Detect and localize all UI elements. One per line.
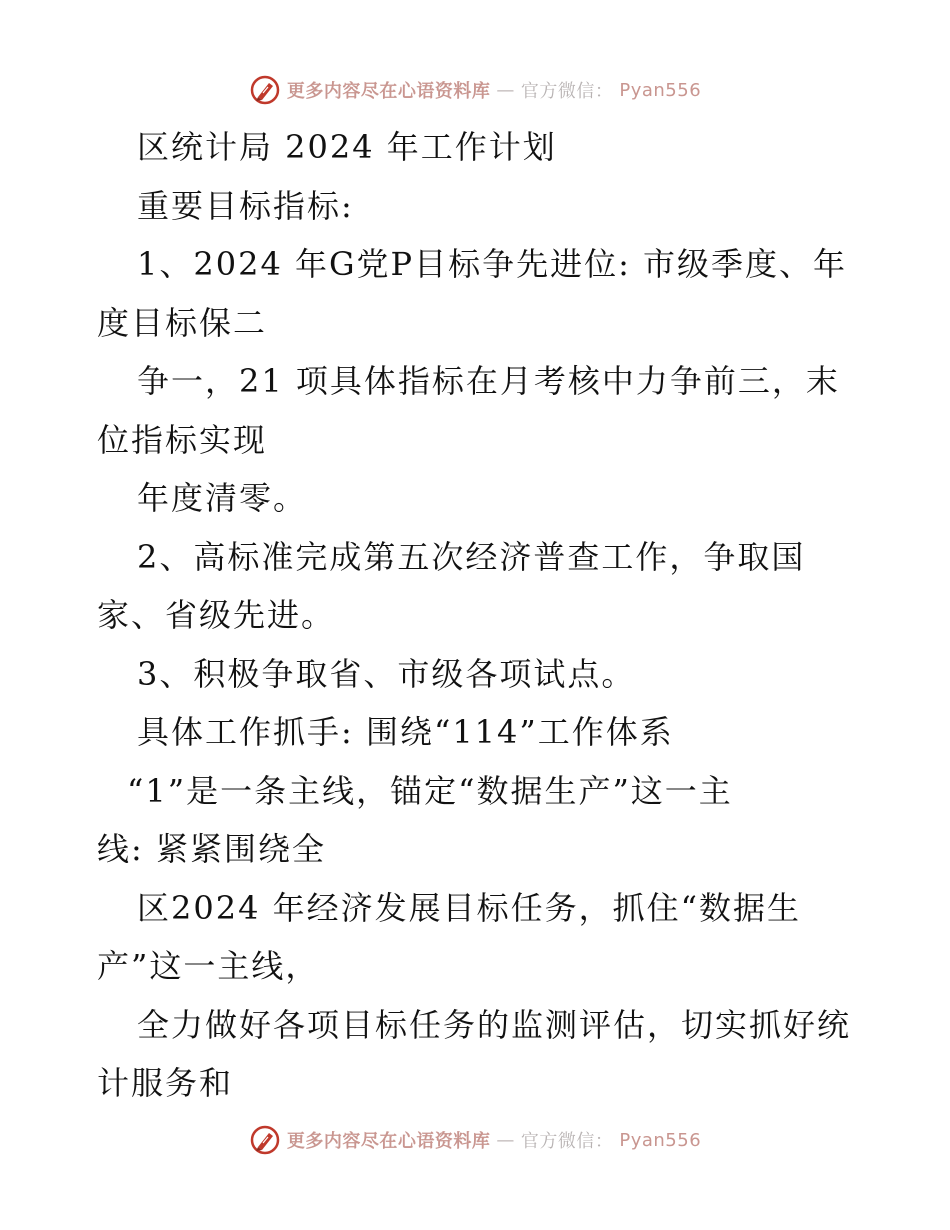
paragraph-line: 争一，21 项具体指标在月考核中力争前三，末 <box>137 362 840 400</box>
watermark-main-text: 更多内容尽在心语资料库 <box>286 1131 491 1152</box>
pen-nib-circle-icon <box>249 74 281 106</box>
footer-watermark <box>0 1122 950 1158</box>
section-heading-key-targets: 重要目标指标: <box>137 186 354 225</box>
watermark-main-text: 更多内容尽在心语资料库 <box>286 81 491 102</box>
document-body <box>97 118 857 1113</box>
watermark-wechat-id: Pyan556 <box>619 79 702 101</box>
paragraph-line: 年度清零。 <box>137 479 308 517</box>
watermark-official-label: 官方微信： <box>520 81 614 102</box>
paragraph-line: 产”这一主线， <box>97 947 320 985</box>
watermark-dash: — <box>496 1129 515 1151</box>
paragraph-line: 区2024 年经济发展目标任务，抓住“数据生 <box>137 888 801 927</box>
paragraph-line: 线: 紧紧围绕全 <box>97 830 326 868</box>
paragraph-line: 计服务和 <box>97 1064 234 1102</box>
paragraph-line: 2、高标准完成第五次经济普查工作，争取国 <box>137 537 806 576</box>
paragraph-line: “1”是一条主线，锚定“数据生产”这一主 <box>127 771 733 810</box>
paragraph-line: 家、省级先进。 <box>97 596 336 634</box>
paragraph-line: 位指标实现 <box>97 420 268 459</box>
watermark-dash: — <box>496 79 515 101</box>
pen-nib-circle-icon <box>249 1124 281 1156</box>
watermark-wechat-id: Pyan556 <box>619 1129 702 1151</box>
header-watermark <box>0 72 950 108</box>
paragraph-line: 1、2024 年G党P目标争先进位: 市级季度、年 <box>137 245 848 283</box>
document-title: 区统计局 2024 年工作计划 <box>137 128 557 166</box>
paragraph-line: 3、积极争取省、市级各项试点。 <box>137 654 636 693</box>
paragraph-line: 全力做好各项目标任务的监测评估，切实抓好统 <box>137 1005 852 1044</box>
watermark-official-label: 官方微信： <box>520 1131 614 1152</box>
section-heading-work-focus: 具体工作抓手: 围绕“114”工作体系 <box>137 713 674 751</box>
paragraph-line: 度目标保二 <box>97 303 268 342</box>
